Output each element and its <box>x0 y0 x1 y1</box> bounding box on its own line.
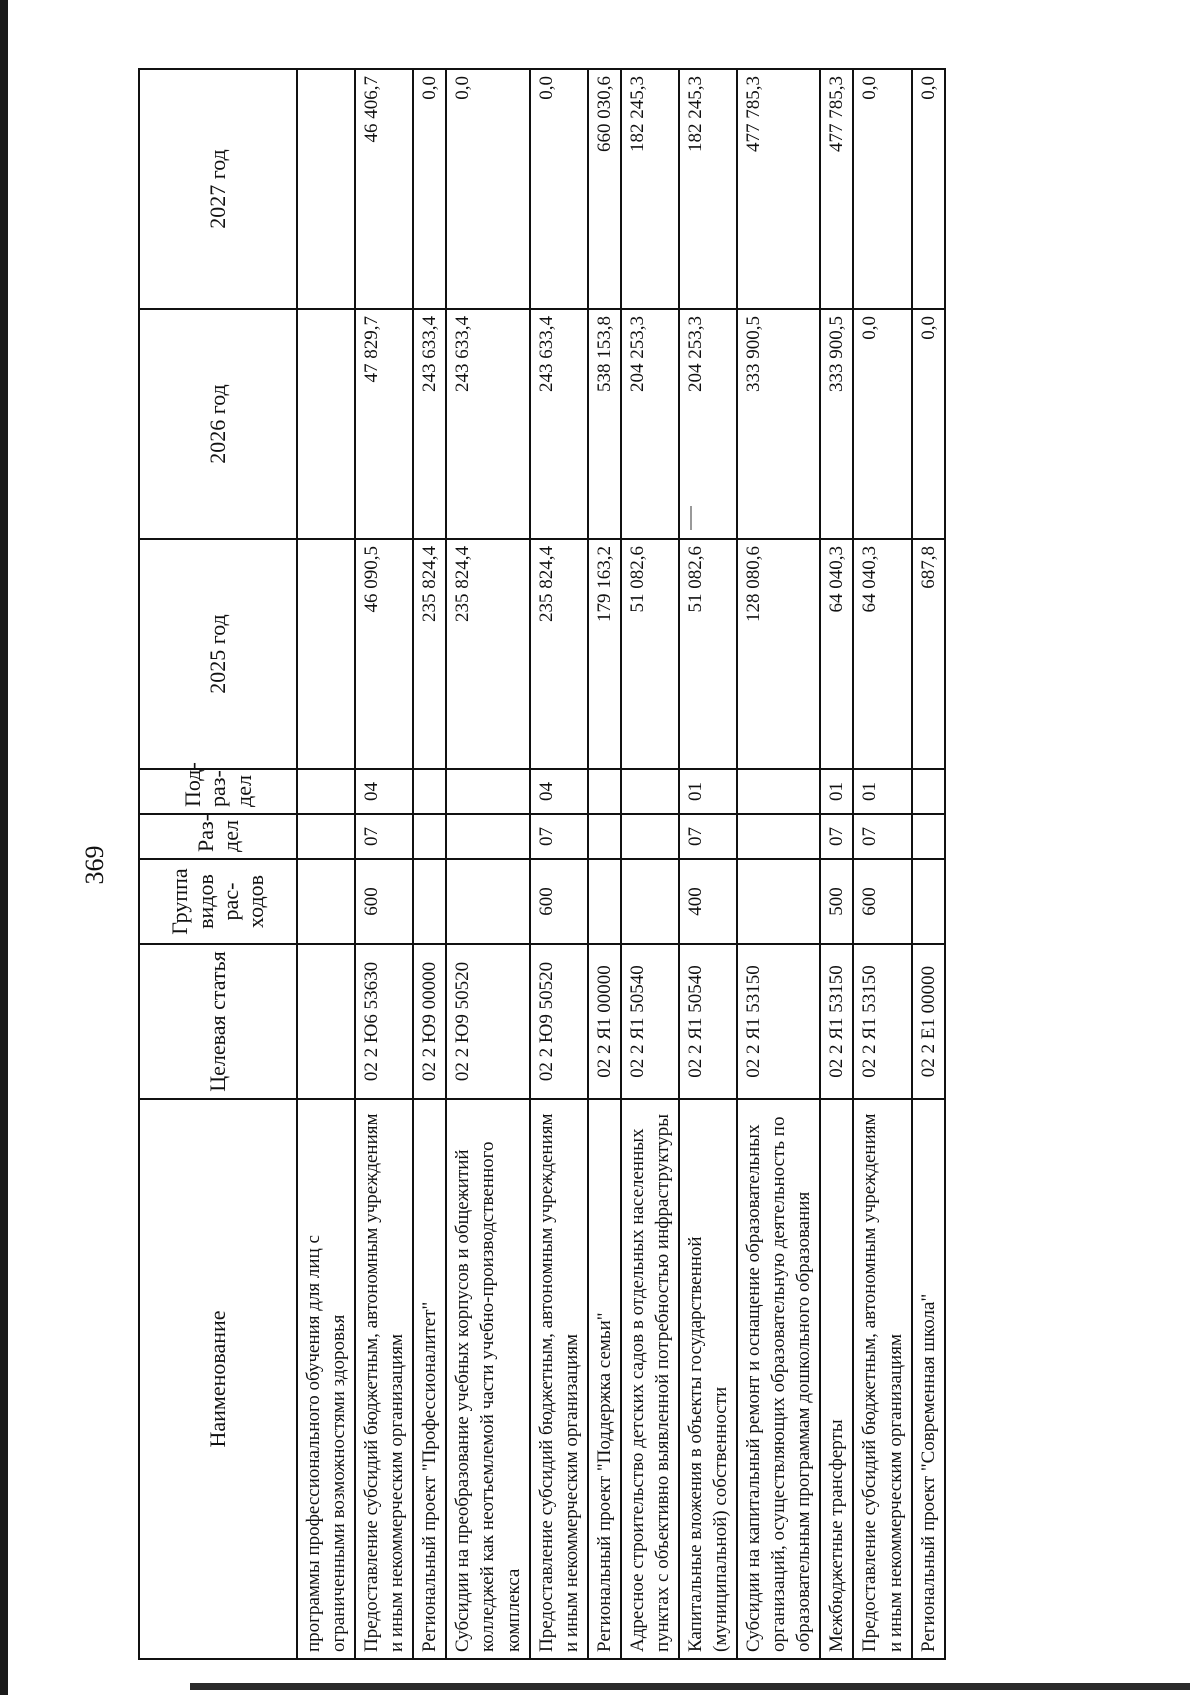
cell-section <box>621 814 679 859</box>
cell-subsection <box>588 769 621 814</box>
cell-2025: 51 082,6 <box>679 539 737 769</box>
cell-subsection <box>912 769 945 814</box>
cell-2025: 128 080,6 <box>737 539 820 769</box>
cell-subsection: 04 <box>355 769 413 814</box>
cell-section: 07 <box>530 814 588 859</box>
header-target: Целевая статья <box>139 944 297 1099</box>
header-2026: 2026 год <box>139 309 297 539</box>
cell-subsection: 01 <box>853 769 911 814</box>
cell-subsection <box>621 769 679 814</box>
cell-group: 600 <box>530 859 588 944</box>
cell-2027: 0,0 <box>912 69 945 309</box>
cell-2025: 235 824,4 <box>530 539 588 769</box>
cell-2027: 46 406,7 <box>355 69 413 309</box>
table-row <box>621 69 679 1659</box>
cell-target: 02 2 Я1 53150 <box>853 944 911 1099</box>
cell-group <box>737 859 820 944</box>
table-row <box>446 69 529 1659</box>
table-row <box>530 69 588 1659</box>
cell-2025: 64 040,3 <box>853 539 911 769</box>
cell-target: 02 2 Я1 53150 <box>737 944 820 1099</box>
cell-target: 02 2 Я1 50540 <box>679 944 737 1099</box>
cell-target <box>297 944 355 1099</box>
cell-2025: 64 040,3 <box>820 539 853 769</box>
cell-2027: 477 785,3 <box>820 69 853 309</box>
cell-group <box>588 859 621 944</box>
cell-name: Региональный проект "Современная школа" <box>912 1099 945 1659</box>
cell-2027: 0,0 <box>530 69 588 309</box>
header-row <box>139 69 297 1659</box>
cell-section: 07 <box>355 814 413 859</box>
cell-subsection: 04 <box>530 769 588 814</box>
cell-2027: 182 245,3 <box>621 69 679 309</box>
cell-name: Предоставление субсидий бюджетным, автономным учреждениям и иным некоммерческим организациям <box>853 1099 911 1659</box>
cell-name: программы профессионального обучения для лиц с ограниченными возможностями здоровья <box>297 1099 355 1659</box>
table-row <box>679 69 737 1659</box>
cell-2027: 0,0 <box>413 69 446 309</box>
cell-name: Межбюджетные трансферты <box>820 1099 853 1659</box>
cell-name: Предоставление субсидий бюджетным, автономным учреждениям и иным некоммерческим организациям <box>530 1099 588 1659</box>
header-2025: 2025 год <box>139 539 297 769</box>
cell-group <box>621 859 679 944</box>
cell-group <box>446 859 529 944</box>
cell-target: 02 2 Ю9 00000 <box>413 944 446 1099</box>
cell-section: 07 <box>853 814 911 859</box>
cell-section <box>912 814 945 859</box>
header-group: Группа видов рас-ходов <box>139 859 297 944</box>
cell-2026: 243 633,4 <box>530 309 588 539</box>
cell-2026: 333 900,5 <box>737 309 820 539</box>
cell-2026: 538 153,8 <box>588 309 621 539</box>
table-row <box>413 69 446 1659</box>
cell-2027 <box>297 69 355 309</box>
cell-group <box>297 859 355 944</box>
cell-group: 400 <box>679 859 737 944</box>
scan-left-edge <box>0 0 8 1695</box>
rotated-page <box>80 70 1173 1660</box>
cell-subsection <box>297 769 355 814</box>
cell-name: Субсидии на капитальный ремонт и оснащение образовательных организаций, осуществляющих образовательную деятельность по образовательным программам дошкольного образования <box>737 1099 820 1659</box>
cell-2026: 204 253,3 <box>679 309 737 539</box>
cell-subsection: 01 <box>820 769 853 814</box>
cell-name: Региональный проект "Поддержка семьи" <box>588 1099 621 1659</box>
cell-2025: 235 824,4 <box>446 539 529 769</box>
cell-section <box>588 814 621 859</box>
cell-group: 500 <box>820 859 853 944</box>
cell-2026: 243 633,4 <box>446 309 529 539</box>
cell-section: 07 <box>820 814 853 859</box>
cell-section: 07 <box>679 814 737 859</box>
table-row <box>588 69 621 1659</box>
table-row <box>297 69 355 1659</box>
table-row <box>737 69 820 1659</box>
cell-2027: 0,0 <box>853 69 911 309</box>
cell-target: 02 2 Я1 50540 <box>621 944 679 1099</box>
cell-name: Адресное строительство детских садов в отдельных населенных пунктах с объективно выявленной потребностью инфраструктуры <box>621 1099 679 1659</box>
cell-2025: 687,8 <box>912 539 945 769</box>
cell-2026: 47 829,7 <box>355 309 413 539</box>
cell-group <box>912 859 945 944</box>
cell-subsection <box>446 769 529 814</box>
table-row <box>912 69 945 1659</box>
cell-2025: 235 824,4 <box>413 539 446 769</box>
cell-2026: 0,0 <box>853 309 911 539</box>
cell-2025 <box>297 539 355 769</box>
cell-2027: 477 785,3 <box>737 69 820 309</box>
cell-group <box>413 859 446 944</box>
cell-name: Капитальные вложения в объекты государственной (муниципальной) собственности <box>679 1099 737 1659</box>
cell-2026 <box>297 309 355 539</box>
cell-name: Предоставление субсидий бюджетным, автономным учреждениям и иным некоммерческим организациям <box>355 1099 413 1659</box>
cell-group: 600 <box>355 859 413 944</box>
cell-target: 02 2 Я1 00000 <box>588 944 621 1099</box>
budget-table <box>138 68 946 1660</box>
header-subsection: Под-раз-дел <box>139 769 297 814</box>
cell-2025: 179 163,2 <box>588 539 621 769</box>
cell-2027: 0,0 <box>446 69 529 309</box>
cell-name: Региональный проект "Профессионалитет" <box>413 1099 446 1659</box>
cell-section <box>413 814 446 859</box>
page-number: 369 <box>80 845 109 885</box>
cell-name: Субсидии на преобразование учебных корпусов и общежитий колледжей как неотъемлемой части учебно-производственного комплекса <box>446 1099 529 1659</box>
table-row <box>853 69 911 1659</box>
cell-2025: 46 090,5 <box>355 539 413 769</box>
cell-target: 02 2 Я1 53150 <box>820 944 853 1099</box>
cell-2026: 0,0 <box>912 309 945 539</box>
cell-target: 02 2 Е1 00000 <box>912 944 945 1099</box>
cell-target: 02 2 Ю9 50520 <box>446 944 529 1099</box>
cell-section <box>737 814 820 859</box>
cell-section <box>297 814 355 859</box>
cell-2027: 182 245,3 <box>679 69 737 309</box>
header-section: Раз-дел <box>139 814 297 859</box>
cell-2025: 51 082,6 <box>621 539 679 769</box>
scan-bottom-edge <box>190 1683 1190 1690</box>
header-2027: 2027 год <box>139 69 297 309</box>
cell-subsection: 01 <box>679 769 737 814</box>
cell-2026: 333 900,5 <box>820 309 853 539</box>
cell-section <box>446 814 529 859</box>
cell-subsection <box>413 769 446 814</box>
table-row <box>820 69 853 1659</box>
cell-subsection <box>737 769 820 814</box>
cell-group: 600 <box>853 859 911 944</box>
cell-target: 02 2 Ю6 53630 <box>355 944 413 1099</box>
cell-2026: 204 253,3 <box>621 309 679 539</box>
cell-2026: 243 633,4 <box>413 309 446 539</box>
table-row <box>355 69 413 1659</box>
cell-target: 02 2 Ю9 50520 <box>530 944 588 1099</box>
header-name: Наименование <box>139 1099 297 1659</box>
cell-2027: 660 030,6 <box>588 69 621 309</box>
